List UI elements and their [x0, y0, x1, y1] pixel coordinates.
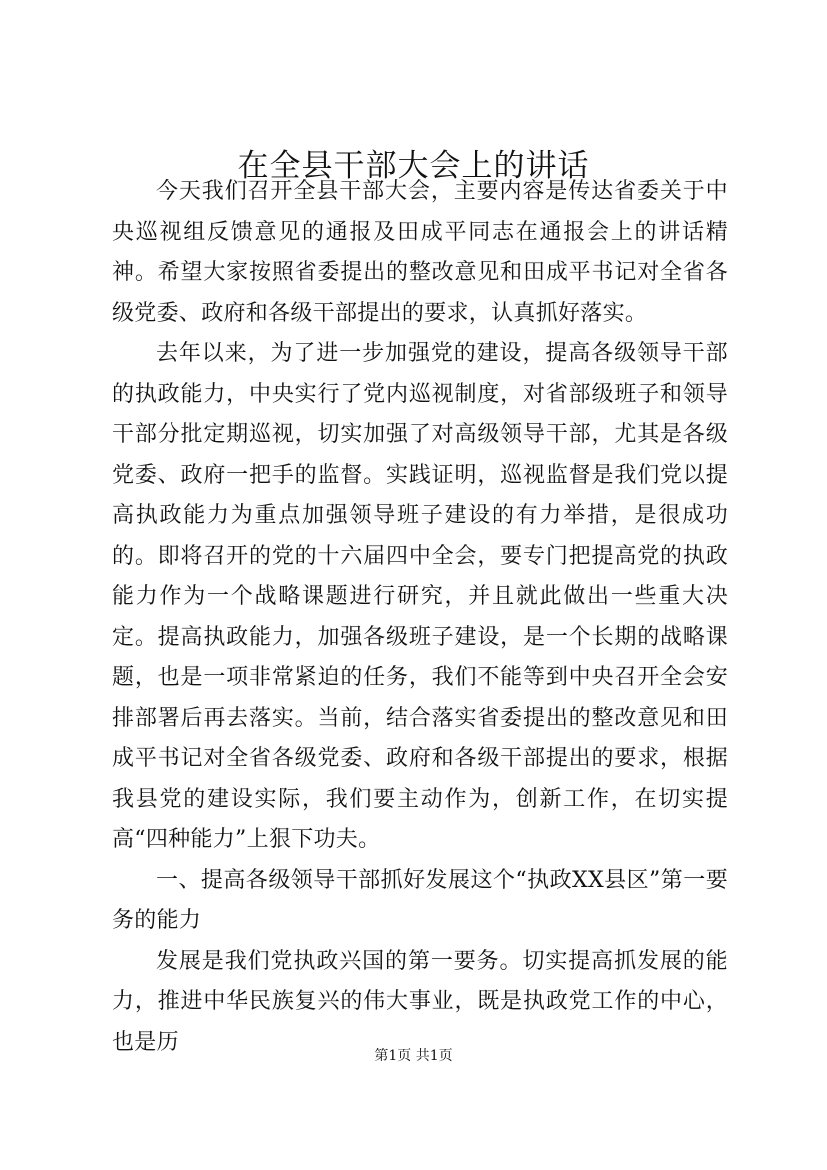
section-heading-1: 一、提高各级领导干部抓好发展这个“执政XX县区”第一要务的能力 [112, 867, 728, 933]
page-footer: 第1页 共1页 [374, 1048, 453, 1064]
document-title: 在全县干部大会上的讲话 [237, 148, 590, 184]
paragraph-intro: 今天我们召开全县干部大会，主要内容是传达省委关于中央巡视组反馈意见的通报及田成平同志在通报会上的讲话精神。希望大家按照省委提出的整改意见和田成平书记对全省各级党委、政府和各级干部提出的要求，认真抓好落实。 [112, 179, 728, 326]
document-body [112, 172, 728, 1063]
paragraph-development: 发展是我们党执政兴国的第一要务。切实提高抓发展的能力，推进中华民族复兴的伟大事业，既是执政党工作的中心，也是历 [112, 948, 728, 1055]
paragraph-background: 去年以来，为了进一步加强党的建设，提高各级领导干部的执政能力，中央实行了党内巡视制度，对省部级班子和领导干部分批定期巡视，切实加强了对高级领导干部，尤其是各级党委、政府一把手的监督。实践证明，巡视监督是我们党以提高执政能力为重点加强领导班子建设的有力举措，是很成功的。即将召开的党的十六届四中全会，要专门把提高党的执政能力作为一个战略课题进行研究，并且就此做出一些重大决定。提高执政能力，加强各级班子建设，是一个长期的战略课题，也是一项非常紧迫的任务，我们不能等到中央召开全会安排部署后再去落实。当前，结合落实省委提出的整改意见和田成平书记对全省各级党委、政府和各级干部提出的要求，根据我县党的建设实际，我们要主动作为，创新工作，在切实提高“四种能力”上狠下功夫。 [112, 341, 728, 852]
